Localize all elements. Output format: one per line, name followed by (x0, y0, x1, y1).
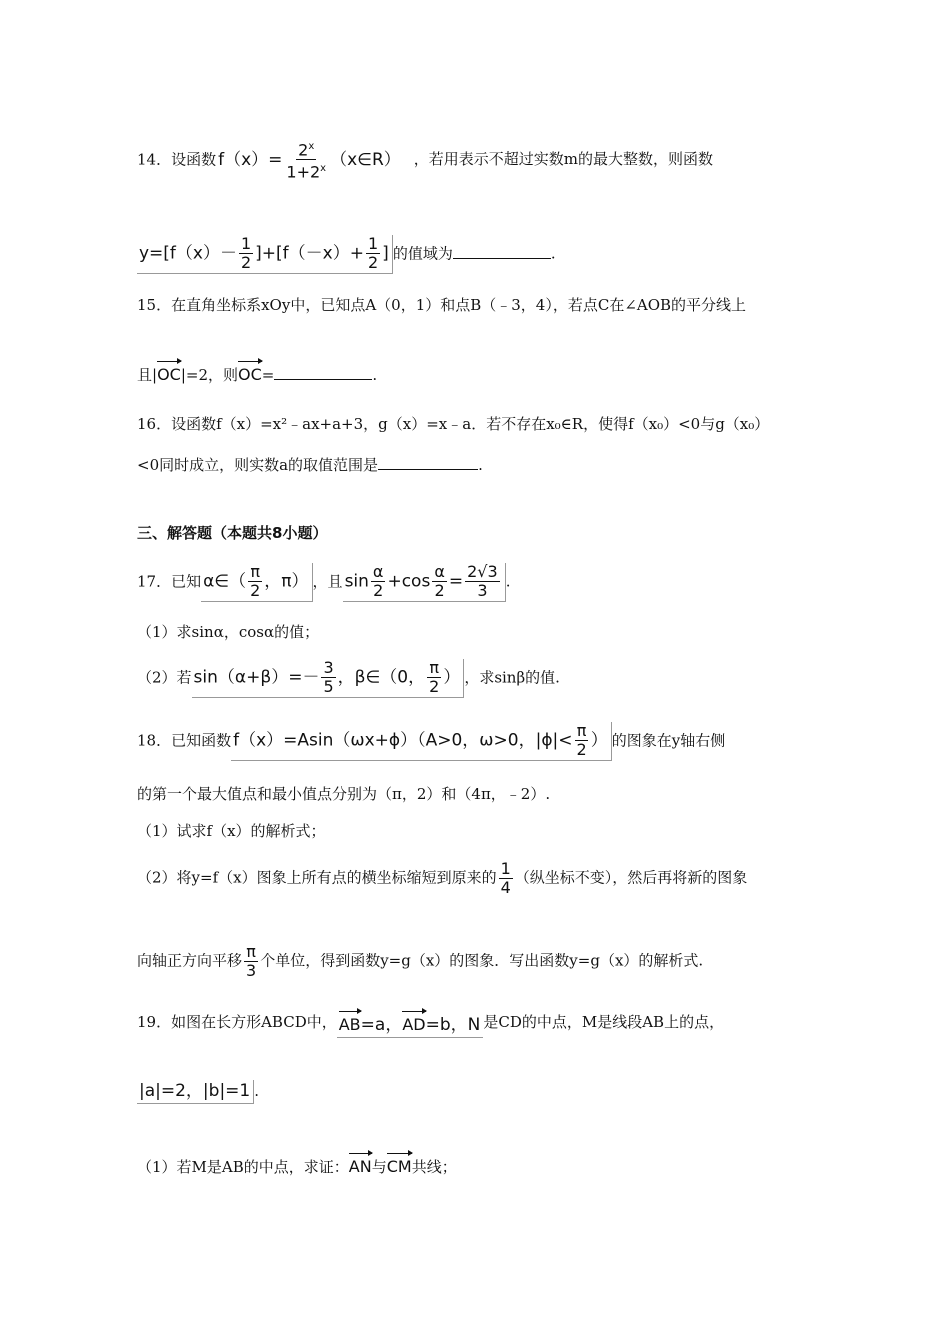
q15-answer-blank (274, 365, 372, 380)
q14-suffix: ，若用表示不超过实数m的最大整数，则函数 (413, 150, 713, 169)
q18-part2-line2: 向轴正方向平移 $\frac{\pi}{3}$ 个单位，得到函数y=g（x）的图象．写出函数y=g（x）的解析式. (137, 942, 704, 980)
q14-line1 (137, 138, 713, 183)
q17-alpha-interval: α∈（ $\frac{\pi}{2}$ ，π） (201, 563, 312, 602)
q17-part1: （1）求sinα，cosα的值； (137, 623, 320, 641)
q16-line2: <0同时成立，则实数a的取值范围是 . (137, 456, 483, 474)
q14-function-formula: f（x）= $\frac{2^x}{1+2^x}$ （x∈R） (216, 138, 404, 183)
vector-oc: OC (157, 358, 181, 386)
vector-ab: AB (339, 1008, 361, 1036)
q16-answer-blank (378, 455, 478, 470)
vector-an: AN (349, 1150, 372, 1178)
q19-line2: |a|=2，|b|=1 . (137, 1080, 259, 1104)
q18-quarter: $\frac{1}{4}$ (500, 859, 511, 897)
q14-line2: y=[f（x）－ $\frac{1}{2}$ ]+[f（－x）+ $\frac{1}{2}$ ] 的值域为 . (139, 234, 556, 272)
vector-ad: AD (402, 1008, 425, 1036)
q19-vector-defs: AB=a，AD=b，N (337, 1008, 484, 1038)
q18-pi-third: $\frac{\pi}{3}$ (246, 942, 257, 980)
section-heading: 三、解答题（本题共8小题） (137, 524, 328, 542)
q18-part1: （1）试求f（x）的解析式； (137, 822, 326, 840)
q16-line1: 16．设函数f（x）=x²﹣ax+a+3，g（x）=x﹣a．若不存在x₀∈R，使得f（x₀）<0与g（x₀） (137, 415, 770, 433)
vector-cm: CM (387, 1150, 412, 1178)
vector-oc-2: OC (238, 358, 262, 386)
q15-line2: 且|OC|=2，则OC= . (137, 358, 377, 386)
q17-part2: （2）若 sin（α+β）=－ $\frac{3}{5}$ ，β∈（0， $\frac{\pi}{2}$ ） ，求sinβ的值. (137, 658, 560, 696)
q19-part1: （1）若M是AB的中点，求证：AN与CM共线； (137, 1150, 457, 1178)
q19-line1: 19．如图在长方形ABCD中， AB=a，AD=b，N 是CD的中点，M是线段AB上的点， (137, 1008, 724, 1038)
q17-beta-condition: sin（α+β）=－ $\frac{3}{5}$ ，β∈（0， $\frac{\pi}{2}$ ） (192, 659, 465, 698)
q14-y-formula: y=[f（x）－ $\frac{1}{2}$ ]+[f（－x）+ $\frac{1}{2}$ ] (137, 235, 393, 274)
q14-answer-blank (453, 244, 551, 259)
q15-line1: 15．在直角坐标系xOy中，已知点A（0，1）和点B（﹣3，4），若点C在∠AOB的平分线上 (137, 296, 747, 314)
q18-line2: 的第一个最大值点和最小值点分别为（π，2）和（4π，﹣2）. (137, 785, 551, 803)
q18-function-formula: f（x）=Asin（ωx+ϕ）（A>0，ω>0，|ϕ|< $\frac{\pi}{2}$ ） (231, 722, 612, 761)
q17-trig-equation: sin $\frac{\alpha}{2}$ +cos $\frac{\alpha}{2}$ = $\frac{2√3}{3}$ (343, 563, 506, 602)
q18-line1: 18．已知函数 f（x）=Asin（ωx+ϕ）（A>0，ω>0，|ϕ|< $\frac{\pi}{2}$ ） 的图象在y轴右侧 (137, 721, 726, 759)
q18-part2-line1: （2）将y=f（x）图象上所有点的横坐标缩短到原来的 $\frac{1}{4}$ （纵坐标不变），然后再将新的图象 (137, 859, 748, 897)
q17-line1: 17．已知 α∈（ $\frac{\pi}{2}$ ，π） ，且 sin $\frac{\alpha}{2}$ +cos $\frac{\alpha}{2}$ = $\frac{2√3}{3}$ . (137, 562, 511, 600)
q14-prefix: 14．设函数 (137, 150, 217, 169)
q19-magnitudes: |a|=2，|b|=1 (137, 1080, 254, 1104)
